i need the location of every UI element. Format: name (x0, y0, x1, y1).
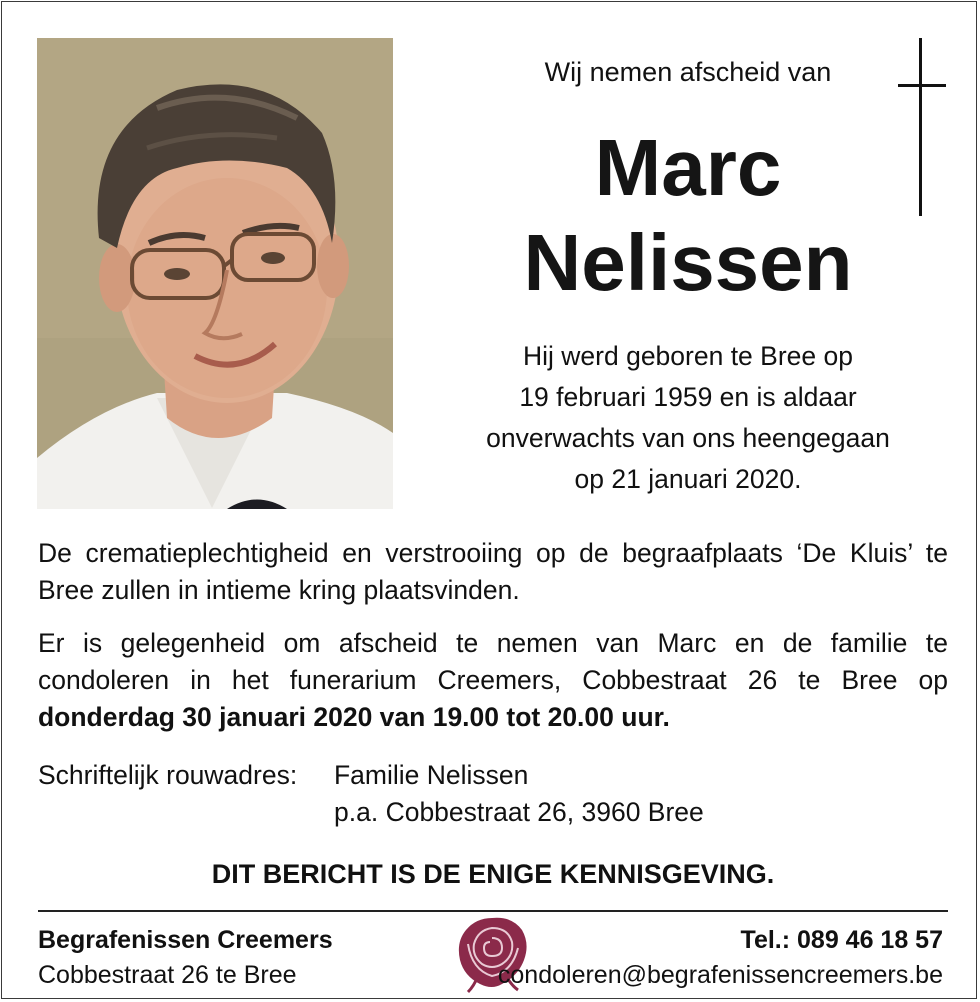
portrait-photo (37, 38, 393, 509)
notice-text: DIT BERICHT IS DE ENIGE KENNISGEVING. (211, 859, 775, 889)
address-line-2: p.a. Cobbestraat 26, 3960 Bree (334, 797, 704, 827)
company-name: Begrafenissen Creemers (38, 926, 333, 954)
bio-line: 19 februari 1959 en is aldaar (519, 382, 857, 412)
intro-text: Wij nemen afscheid van (544, 57, 832, 87)
footer-divider (38, 910, 948, 912)
first-name: Marc (594, 123, 782, 212)
address-line-1: Familie Nelissen (334, 760, 529, 790)
condolence-paragraph (38, 625, 948, 736)
condolence-date: donderdag 30 januari 2020 van 19.00 tot 20.00 uur. (38, 702, 670, 732)
cross-icon (896, 38, 948, 216)
condolence-text: Er is gelegenheid om afscheid te nemen van Marc en de familie te condoleren in het funerarium Creemers, Cobbestraat 26 te Bree op (38, 628, 948, 695)
bio-line: op 21 januari 2020. (574, 464, 802, 494)
obituary-card (1, 1, 977, 999)
portrait-illustration (37, 38, 393, 509)
company-email[interactable]: condoleren@begrafenissencreemers.be (497, 961, 943, 989)
address-label: Schriftelijk rouwadres: (38, 760, 298, 790)
biography (456, 336, 920, 500)
deceased-name (472, 120, 904, 310)
bio-line: Hij werd geboren te Bree op (523, 341, 853, 371)
company-address: Cobbestraat 26 te Bree (38, 961, 297, 989)
last-name: Nelissen (523, 218, 853, 307)
ceremony-paragraph: De crematieplechtigheid en verstrooiing op de begraafplaats ‘De Kluis’ te Bree zullen in intieme kring plaatsvinden. (38, 538, 948, 605)
company-phone: Tel.: 089 46 18 57 (740, 926, 943, 954)
bio-line: onverwachts van ons heengegaan (486, 423, 890, 453)
